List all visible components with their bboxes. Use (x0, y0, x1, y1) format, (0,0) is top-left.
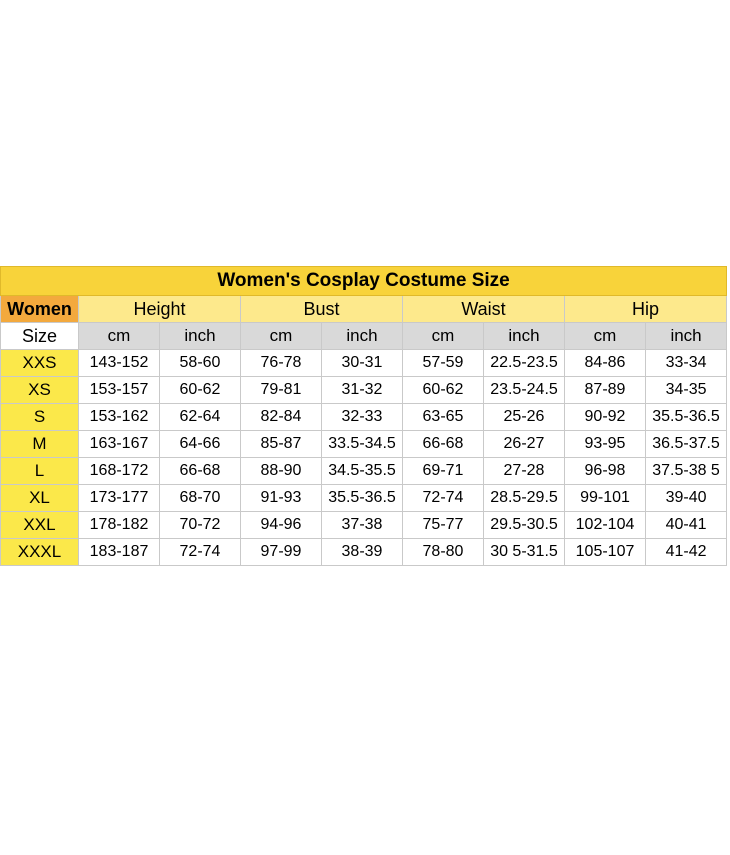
size-cell: XS (1, 377, 79, 404)
measurement-cell: 64-66 (160, 431, 241, 458)
group-header-row (1, 296, 727, 323)
table-row (1, 377, 727, 404)
measurement-cell: 33.5-34.5 (322, 431, 403, 458)
measurement-cell: 34-35 (646, 377, 727, 404)
measurement-cell: 35.5-36.5 (322, 485, 403, 512)
unit-label: inch (484, 323, 565, 350)
measurement-cell: 91-93 (241, 485, 322, 512)
group-height: Height (79, 296, 241, 323)
table-row (1, 404, 727, 431)
measurement-cell: 22.5-23.5 (484, 350, 565, 377)
size-table-body (1, 267, 727, 566)
unit-label: cm (79, 323, 160, 350)
measurement-cell: 163-167 (79, 431, 160, 458)
measurement-cell: 82-84 (241, 404, 322, 431)
unit-label: inch (646, 323, 727, 350)
measurement-cell: 90-92 (565, 404, 646, 431)
measurement-cell: 66-68 (403, 431, 484, 458)
measurement-cell: 70-72 (160, 512, 241, 539)
measurement-cell: 38-39 (322, 539, 403, 566)
measurement-cell: 66-68 (160, 458, 241, 485)
table-row (1, 512, 727, 539)
title-row (1, 267, 727, 296)
measurement-cell: 105-107 (565, 539, 646, 566)
table-row (1, 431, 727, 458)
measurement-cell: 78-80 (403, 539, 484, 566)
size-column-label: Size (1, 323, 79, 350)
measurement-cell: 99-101 (565, 485, 646, 512)
measurement-cell: 79-81 (241, 377, 322, 404)
measurement-cell: 40-41 (646, 512, 727, 539)
size-cell: S (1, 404, 79, 431)
measurement-cell: 76-78 (241, 350, 322, 377)
chart-title: Women's Cosplay Costume Size (1, 267, 727, 296)
measurement-cell: 28.5-29.5 (484, 485, 565, 512)
measurement-cell: 23.5-24.5 (484, 377, 565, 404)
measurement-cell: 29.5-30.5 (484, 512, 565, 539)
size-table (0, 266, 727, 566)
measurement-cell: 60-62 (160, 377, 241, 404)
size-cell: XXXL (1, 539, 79, 566)
measurement-cell: 35.5-36.5 (646, 404, 727, 431)
size-cell: M (1, 431, 79, 458)
measurement-cell: 178-182 (79, 512, 160, 539)
measurement-cell: 62-64 (160, 404, 241, 431)
size-chart (0, 266, 727, 566)
measurement-cell: 168-172 (79, 458, 160, 485)
group-hip: Hip (565, 296, 727, 323)
measurement-cell: 102-104 (565, 512, 646, 539)
measurement-cell: 68-70 (160, 485, 241, 512)
unit-label: cm (565, 323, 646, 350)
measurement-cell: 31-32 (322, 377, 403, 404)
measurement-cell: 41-42 (646, 539, 727, 566)
table-row (1, 539, 727, 566)
measurement-cell: 84-86 (565, 350, 646, 377)
measurement-cell: 96-98 (565, 458, 646, 485)
unit-label: inch (160, 323, 241, 350)
measurement-cell: 94-96 (241, 512, 322, 539)
measurement-cell: 58-60 (160, 350, 241, 377)
measurement-cell: 97-99 (241, 539, 322, 566)
measurement-cell: 27-28 (484, 458, 565, 485)
measurement-cell: 85-87 (241, 431, 322, 458)
measurement-cell: 57-59 (403, 350, 484, 377)
measurement-cell: 37.5-38 5 (646, 458, 727, 485)
size-cell: XL (1, 485, 79, 512)
table-row (1, 350, 727, 377)
measurement-cell: 173-177 (79, 485, 160, 512)
measurement-cell: 60-62 (403, 377, 484, 404)
group-bust: Bust (241, 296, 403, 323)
measurement-cell: 32-33 (322, 404, 403, 431)
measurement-cell: 39-40 (646, 485, 727, 512)
group-waist: Waist (403, 296, 565, 323)
measurement-cell: 88-90 (241, 458, 322, 485)
measurement-cell: 87-89 (565, 377, 646, 404)
measurement-cell: 143-152 (79, 350, 160, 377)
unit-header-row (1, 323, 727, 350)
corner-label: Women (1, 296, 79, 323)
size-cell: XXL (1, 512, 79, 539)
measurement-cell: 93-95 (565, 431, 646, 458)
measurement-cell: 30 5-31.5 (484, 539, 565, 566)
measurement-cell: 25-26 (484, 404, 565, 431)
measurement-cell: 72-74 (403, 485, 484, 512)
measurement-cell: 26-27 (484, 431, 565, 458)
size-cell: L (1, 458, 79, 485)
size-cell: XXS (1, 350, 79, 377)
measurement-cell: 153-162 (79, 404, 160, 431)
measurement-cell: 75-77 (403, 512, 484, 539)
table-row (1, 458, 727, 485)
table-row (1, 485, 727, 512)
measurement-cell: 69-71 (403, 458, 484, 485)
measurement-cell: 63-65 (403, 404, 484, 431)
measurement-cell: 183-187 (79, 539, 160, 566)
measurement-cell: 36.5-37.5 (646, 431, 727, 458)
measurement-cell: 33-34 (646, 350, 727, 377)
measurement-cell: 34.5-35.5 (322, 458, 403, 485)
measurement-cell: 72-74 (160, 539, 241, 566)
unit-label: cm (241, 323, 322, 350)
unit-label: cm (403, 323, 484, 350)
measurement-cell: 30-31 (322, 350, 403, 377)
unit-label: inch (322, 323, 403, 350)
measurement-cell: 153-157 (79, 377, 160, 404)
measurement-cell: 37-38 (322, 512, 403, 539)
